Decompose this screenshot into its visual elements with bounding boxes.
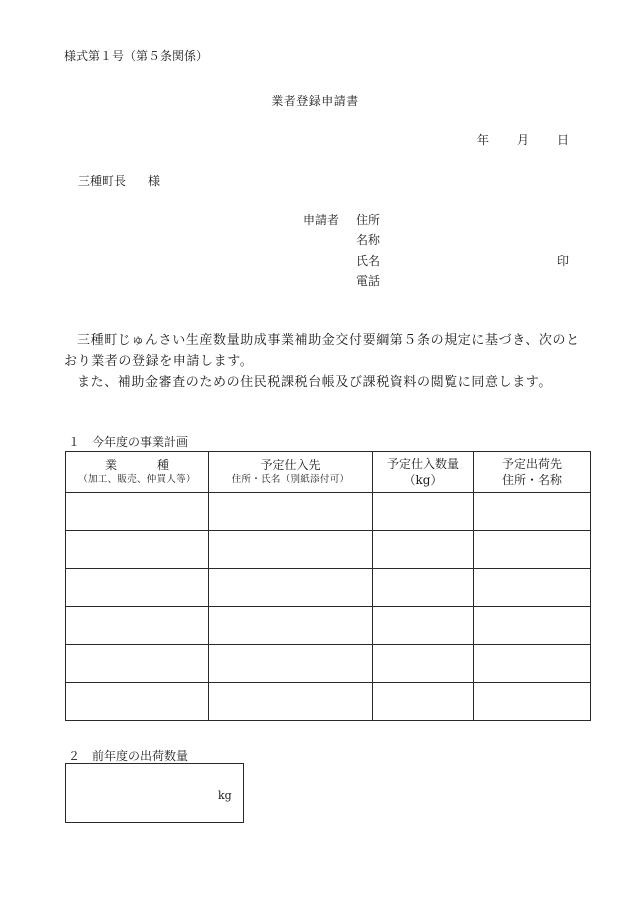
table-cell[interactable]: [66, 645, 209, 683]
applicant-company-label: 名称: [356, 233, 381, 247]
applicant-label: 申請者: [303, 213, 340, 227]
table-cell[interactable]: [209, 645, 373, 683]
body-text: [64, 330, 592, 393]
col-header-main: 予定仕入先: [260, 458, 321, 472]
table-cell[interactable]: [209, 607, 373, 645]
applicant-address-label: 住所: [356, 213, 381, 227]
col-header-sub: 住所・氏名（別紙添付可）: [231, 474, 350, 485]
body-paragraph-2: また、補助金審査のための住民税課税台帳及び課税資料の閲覧に同意します。: [77, 375, 552, 390]
col-header-business-type: [66, 452, 209, 493]
addressee-honorific: 様: [148, 174, 161, 188]
table-cell[interactable]: [474, 607, 591, 645]
date-day-label: 日: [557, 133, 570, 147]
col-header-main: 業 種: [104, 458, 183, 472]
table-cell[interactable]: [474, 645, 591, 683]
col-header-sub: 住所・名称: [501, 473, 562, 487]
table-cell[interactable]: [373, 569, 474, 607]
table-cell[interactable]: [373, 607, 474, 645]
col-header-sub: （加工、販売、仲買人等）: [78, 474, 196, 485]
table-cell[interactable]: [209, 683, 373, 721]
table-row: [66, 531, 591, 569]
col-header-purchase-qty: [373, 452, 474, 493]
table-cell[interactable]: [474, 569, 591, 607]
form-id-label: 様式第１号（第５条関係）: [64, 49, 209, 63]
applicant-phone-label: 電話: [356, 274, 381, 288]
previous-year-shipment-box[interactable]: [65, 763, 244, 823]
table-cell[interactable]: [474, 493, 591, 531]
date-row: [477, 131, 569, 148]
table-cell[interactable]: [373, 645, 474, 683]
table-cell[interactable]: [66, 683, 209, 721]
table-header-row: [66, 452, 591, 493]
section1-heading: １ 今年度の事業計画: [68, 435, 189, 449]
table-row: [66, 569, 591, 607]
applicant-name-label: 氏名: [356, 254, 381, 268]
addressee-name: 三種町長: [78, 174, 127, 188]
table-cell[interactable]: [373, 493, 474, 531]
col-header-main: 予定出荷先: [501, 457, 562, 471]
table-cell[interactable]: [209, 531, 373, 569]
date-month-label: 月: [517, 133, 530, 147]
table-cell[interactable]: [474, 683, 591, 721]
seal-mark: 印: [557, 254, 570, 268]
table-row: [66, 493, 591, 531]
body-paragraph-1: 三種町じゅんさい生産数量助成事業補助金交付要綱第５条の規定に基づき、次のとおり業者の登録を申請します。: [64, 333, 580, 369]
section2-heading: ２ 前年度の出荷数量: [68, 749, 189, 763]
table-row: [66, 607, 591, 645]
col-header-supplier: [209, 452, 373, 493]
table-cell[interactable]: [66, 569, 209, 607]
document-title: 業者登録申請書: [271, 94, 359, 108]
table-cell[interactable]: [66, 607, 209, 645]
table-cell[interactable]: [474, 531, 591, 569]
table-cell[interactable]: [209, 569, 373, 607]
col-header-main: 予定仕入数量: [386, 457, 459, 471]
table-cell[interactable]: [373, 683, 474, 721]
addressee: [78, 172, 160, 189]
table-row: [66, 645, 591, 683]
table-cell[interactable]: [66, 531, 209, 569]
col-header-sub: （kg）: [403, 473, 443, 487]
shipment-unit-label: kg: [218, 789, 232, 802]
date-year-label: 年: [477, 133, 490, 147]
table-row: [66, 683, 591, 721]
table-cell[interactable]: [373, 531, 474, 569]
business-plan-table: [65, 451, 591, 721]
col-header-ship-to: [474, 452, 591, 493]
table-cell[interactable]: [209, 493, 373, 531]
table-cell[interactable]: [66, 493, 209, 531]
